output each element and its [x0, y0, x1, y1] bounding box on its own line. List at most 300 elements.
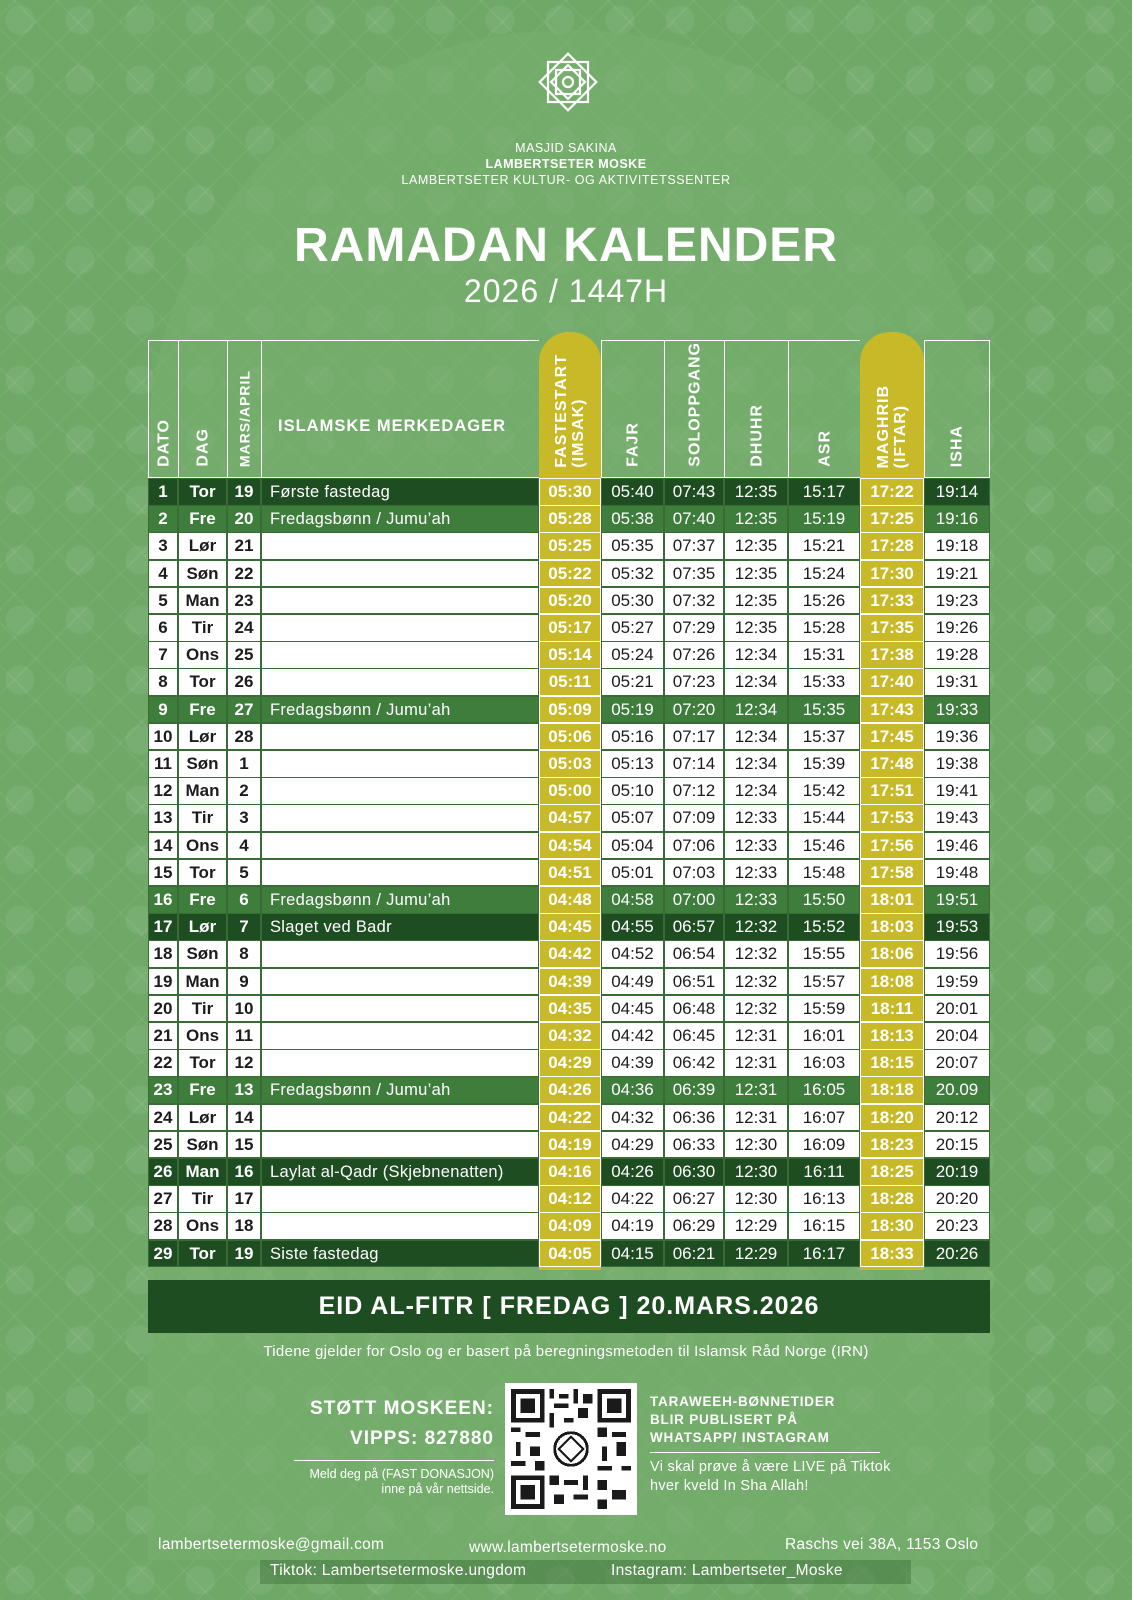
cell-isha: 19:43: [924, 804, 990, 832]
cell-maghrib: 18:08: [860, 968, 924, 996]
cell-soloppgang: 06:57: [664, 913, 724, 941]
cell-dhuhr: 12:31: [724, 1049, 788, 1077]
cell-maghrib: 17:43: [860, 696, 924, 724]
cell-fajr: 05:01: [601, 859, 664, 887]
cell-dag: Tir: [178, 995, 227, 1023]
taraweeh-block: [650, 1393, 910, 1496]
cell-asr: 16:07: [788, 1104, 860, 1132]
cell-dag: Tir: [178, 804, 227, 832]
cell-maghrib: 18:33: [860, 1240, 924, 1268]
header-fastestart: FASTESTART (IMSAK): [553, 354, 587, 468]
cell-soloppgang: 07:12: [664, 777, 724, 805]
cell-imsak: 05:17: [539, 614, 601, 642]
cell-soloppgang: 06:39: [664, 1076, 724, 1104]
cell-soloppgang: 07:00: [664, 886, 724, 914]
cell-fajr: 05:04: [601, 832, 664, 860]
cell-dato-maaned: 19: [227, 478, 261, 506]
org-name-line3: LAMBERTSETER KULTUR- OG AKTIVITETSSENTER: [401, 173, 731, 187]
cell-dag: Man: [178, 1158, 227, 1186]
divider: [294, 1460, 494, 1461]
cell-soloppgang: 07:40: [664, 505, 724, 533]
cell-dag: Søn: [178, 940, 227, 968]
cell-dato-maaned: 4: [227, 832, 261, 860]
cell-merkedag: [261, 532, 539, 560]
table-row: [148, 587, 990, 615]
support-text-1: Meld deg på (FAST DONASJON): [309, 1467, 494, 1481]
cell-dato: 23: [148, 1076, 178, 1104]
cell-imsak: 04:26: [539, 1076, 601, 1104]
cell-maghrib: 18:11: [860, 995, 924, 1023]
cell-asr: 15:42: [788, 777, 860, 805]
cell-merkedag: Fredagsbønn / Jumu’ah: [261, 505, 539, 533]
cell-asr: 15:57: [788, 968, 860, 996]
cell-asr: 16:13: [788, 1185, 860, 1213]
cell-soloppgang: 07:29: [664, 614, 724, 642]
cell-dag: Fre: [178, 696, 227, 724]
table-row: [148, 1049, 990, 1077]
table-row: [148, 832, 990, 860]
table-row: [148, 913, 990, 941]
qr-code-icon[interactable]: [505, 1383, 637, 1515]
cell-soloppgang: 06:45: [664, 1022, 724, 1050]
taraweeh-text-2: hver kveld In Sha Allah!: [650, 1478, 809, 1494]
header-mars-april: MARS/APRIL: [227, 340, 261, 478]
cell-fajr: 05:10: [601, 777, 664, 805]
cell-isha: 20.09: [924, 1076, 990, 1104]
cell-isha: 19:48: [924, 859, 990, 887]
cell-merkedag: Laylat al-Qadr (Skjebnenatten): [261, 1158, 539, 1186]
cell-soloppgang: 06:42: [664, 1049, 724, 1077]
cell-maghrib: 17:22: [860, 478, 924, 506]
taraweeh-line1: TARAWEEH-BØNNETIDER: [650, 1394, 836, 1409]
cell-fajr: 04:42: [601, 1022, 664, 1050]
cell-merkedag: [261, 1212, 539, 1240]
cell-imsak: 05:22: [539, 560, 601, 588]
cell-isha: 20:20: [924, 1185, 990, 1213]
cell-soloppgang: 06:33: [664, 1131, 724, 1159]
cell-dato-maaned: 1: [227, 750, 261, 778]
cell-soloppgang: 06:51: [664, 968, 724, 996]
cell-maghrib: 17:58: [860, 859, 924, 887]
table-row: [148, 886, 990, 914]
cell-fajr: 04:36: [601, 1076, 664, 1104]
table-row: [148, 1131, 990, 1159]
calculation-note: Tidene gjelder for Oslo og er basert på beregningsmetoden til Islamsk Råd Norge (IRN): [263, 1343, 869, 1360]
cell-fajr: 04:45: [601, 995, 664, 1023]
header-merkedager: ISLAMSKE MERKEDAGER: [261, 340, 539, 478]
cell-imsak: 05:06: [539, 723, 601, 751]
cell-maghrib: 17:51: [860, 777, 924, 805]
table-row: [148, 1076, 990, 1104]
cell-soloppgang: 06:27: [664, 1185, 724, 1213]
cell-imsak: 05:09: [539, 696, 601, 724]
footer-tiktok-link[interactable]: Tiktok: Lambertsetermoske.ungdom: [270, 1562, 527, 1579]
cell-dhuhr: 12:35: [724, 478, 788, 506]
cell-dato-maaned: 12: [227, 1049, 261, 1077]
cell-dhuhr: 12:30: [724, 1185, 788, 1213]
cell-merkedag: [261, 1049, 539, 1077]
taraweeh-line3: WHATSAPP/ INSTAGRAM: [650, 1430, 830, 1445]
cell-dhuhr: 12:33: [724, 804, 788, 832]
support-text-2: inne på vår nettside.: [381, 1482, 494, 1496]
cell-dhuhr: 12:31: [724, 1076, 788, 1104]
cell-dato: 18: [148, 940, 178, 968]
cell-fajr: 04:29: [601, 1131, 664, 1159]
footer-address: Raschs vei 38A, 1153 Oslo: [785, 1536, 979, 1553]
cell-merkedag: [261, 995, 539, 1023]
cell-dag: Søn: [178, 750, 227, 778]
cell-imsak: 05:28: [539, 505, 601, 533]
cell-fajr: 05:07: [601, 804, 664, 832]
cell-imsak: 05:00: [539, 777, 601, 805]
cell-fajr: 05:16: [601, 723, 664, 751]
table-row: [148, 532, 990, 560]
cell-isha: 19:18: [924, 532, 990, 560]
cell-isha: 20:01: [924, 995, 990, 1023]
cell-dato-maaned: 22: [227, 560, 261, 588]
cell-isha: 20:19: [924, 1158, 990, 1186]
cell-merkedag: [261, 750, 539, 778]
cell-asr: 16:01: [788, 1022, 860, 1050]
cell-dato: 15: [148, 859, 178, 887]
cell-dato-maaned: 6: [227, 886, 261, 914]
cell-fajr: 04:39: [601, 1049, 664, 1077]
header-isha: ISHA: [924, 340, 990, 478]
cell-asr: 15:24: [788, 560, 860, 588]
cell-dato-maaned: 19: [227, 1240, 261, 1268]
cell-asr: 15:37: [788, 723, 860, 751]
cell-soloppgang: 07:03: [664, 859, 724, 887]
cell-imsak: 05:30: [539, 478, 601, 506]
cell-dato-maaned: 5: [227, 859, 261, 887]
cell-dag: Søn: [178, 560, 227, 588]
support-block: [290, 1398, 494, 1497]
table-row: [148, 804, 990, 832]
cell-asr: 15:35: [788, 696, 860, 724]
cell-asr: 15:52: [788, 913, 860, 941]
cell-dato-maaned: 23: [227, 587, 261, 615]
table-row: [148, 859, 990, 887]
cell-fajr: 05:32: [601, 560, 664, 588]
cell-dag: Tor: [178, 668, 227, 696]
cell-dato: 11: [148, 750, 178, 778]
cell-dato: 29: [148, 1240, 178, 1268]
cell-asr: 15:26: [788, 587, 860, 615]
cell-maghrib: 18:23: [860, 1131, 924, 1159]
cell-asr: 16:17: [788, 1240, 860, 1268]
cell-dag: Ons: [178, 832, 227, 860]
cell-isha: 20:26: [924, 1240, 990, 1268]
cell-dato-maaned: 27: [227, 696, 261, 724]
cell-dato: 16: [148, 886, 178, 914]
cell-dato-maaned: 17: [227, 1185, 261, 1213]
cell-isha: 20:23: [924, 1212, 990, 1240]
cell-asr: 15:28: [788, 614, 860, 642]
cell-imsak: 04:22: [539, 1104, 601, 1132]
cell-dag: Fre: [178, 1076, 227, 1104]
cell-dhuhr: 12:35: [724, 614, 788, 642]
cell-maghrib: 17:48: [860, 750, 924, 778]
cell-fajr: 04:55: [601, 913, 664, 941]
cell-soloppgang: 07:06: [664, 832, 724, 860]
cell-dhuhr: 12:34: [724, 641, 788, 669]
cell-dag: Lør: [178, 913, 227, 941]
cell-asr: 15:59: [788, 995, 860, 1023]
cell-dato: 12: [148, 777, 178, 805]
cell-merkedag: [261, 1185, 539, 1213]
table-row: [148, 641, 990, 669]
footer-email-link[interactable]: lambertsetermoske@gmail.com: [158, 1536, 385, 1553]
cell-dato: 20: [148, 995, 178, 1023]
cell-dag: Tir: [178, 1185, 227, 1213]
cell-merkedag: [261, 1131, 539, 1159]
table-row: [148, 1185, 990, 1213]
cell-imsak: 04:29: [539, 1049, 601, 1077]
cell-dato: 14: [148, 832, 178, 860]
cell-maghrib: 17:40: [860, 668, 924, 696]
cell-dhuhr: 12:31: [724, 1022, 788, 1050]
cell-fajr: 05:30: [601, 587, 664, 615]
cell-dhuhr: 12:32: [724, 913, 788, 941]
cell-dato-maaned: 13: [227, 1076, 261, 1104]
header-dag: DAG: [178, 340, 227, 478]
cell-maghrib: 17:35: [860, 614, 924, 642]
cell-dhuhr: 12:29: [724, 1240, 788, 1268]
cell-imsak: 05:25: [539, 532, 601, 560]
cell-dhuhr: 12:34: [724, 723, 788, 751]
cell-fajr: 04:32: [601, 1104, 664, 1132]
header-dato: DATO: [148, 340, 178, 478]
cell-maghrib: 17:53: [860, 804, 924, 832]
cell-dag: Lør: [178, 723, 227, 751]
cell-asr: 16:09: [788, 1131, 860, 1159]
cell-dag: Tir: [178, 614, 227, 642]
table-row: [148, 723, 990, 751]
cell-fajr: 05:27: [601, 614, 664, 642]
cell-merkedag: Første fastedag: [261, 478, 539, 506]
cell-dato: 2: [148, 505, 178, 533]
cell-merkedag: Fredagsbønn / Jumu’ah: [261, 886, 539, 914]
cell-dato: 21: [148, 1022, 178, 1050]
cell-dag: Ons: [178, 1022, 227, 1050]
cell-asr: 15:21: [788, 532, 860, 560]
cell-isha: 19:14: [924, 478, 990, 506]
cell-asr: 15:33: [788, 668, 860, 696]
cell-dato: 26: [148, 1158, 178, 1186]
cell-soloppgang: 07:26: [664, 641, 724, 669]
cell-isha: 19:51: [924, 886, 990, 914]
cell-merkedag: [261, 940, 539, 968]
cell-fajr: 04:26: [601, 1158, 664, 1186]
cell-dag: Tor: [178, 1240, 227, 1268]
table-row: [148, 505, 990, 533]
cell-dhuhr: 12:32: [724, 995, 788, 1023]
table-row: [148, 1104, 990, 1132]
cell-imsak: 04:16: [539, 1158, 601, 1186]
cell-dag: Lør: [178, 1104, 227, 1132]
cell-soloppgang: 07:20: [664, 696, 724, 724]
cell-asr: 15:39: [788, 750, 860, 778]
cell-soloppgang: 06:54: [664, 940, 724, 968]
cell-dato-maaned: 28: [227, 723, 261, 751]
cell-maghrib: 18:28: [860, 1185, 924, 1213]
cell-imsak: 05:11: [539, 668, 601, 696]
cell-isha: 19:33: [924, 696, 990, 724]
cell-dato: 9: [148, 696, 178, 724]
cell-isha: 19:53: [924, 913, 990, 941]
cell-merkedag: [261, 777, 539, 805]
cell-dag: Man: [178, 777, 227, 805]
cell-dato-maaned: 8: [227, 940, 261, 968]
cell-dhuhr: 12:35: [724, 560, 788, 588]
cell-fajr: 05:13: [601, 750, 664, 778]
table-row: [148, 1212, 990, 1240]
cell-maghrib: 17:38: [860, 641, 924, 669]
cell-dato-maaned: 2: [227, 777, 261, 805]
cell-dato: 27: [148, 1185, 178, 1213]
cell-maghrib: 17:56: [860, 832, 924, 860]
cell-isha: 19:41: [924, 777, 990, 805]
table-row: [148, 968, 990, 996]
cell-maghrib: 17:45: [860, 723, 924, 751]
cell-dag: Lør: [178, 532, 227, 560]
cell-fajr: 04:15: [601, 1240, 664, 1268]
cell-fajr: 05:19: [601, 696, 664, 724]
cell-isha: 19:23: [924, 587, 990, 615]
cell-dato: 17: [148, 913, 178, 941]
cell-dag: Tor: [178, 859, 227, 887]
cell-imsak: 04:12: [539, 1185, 601, 1213]
cell-merkedag: [261, 859, 539, 887]
header-dhuhr: DHUHR: [724, 340, 788, 478]
cell-fajr: 05:40: [601, 478, 664, 506]
cell-dhuhr: 12:33: [724, 859, 788, 887]
cell-dato-maaned: 3: [227, 804, 261, 832]
support-title: STØTT MOSKEEN:: [310, 1398, 494, 1419]
cell-merkedag: Slaget ved Badr: [261, 913, 539, 941]
cell-fajr: 04:19: [601, 1212, 664, 1240]
cell-isha: 19:46: [924, 832, 990, 860]
cell-dato-maaned: 24: [227, 614, 261, 642]
cell-imsak: 04:05: [539, 1240, 601, 1268]
cell-imsak: 04:32: [539, 1022, 601, 1050]
cell-asr: 15:17: [788, 478, 860, 506]
cell-asr: 15:44: [788, 804, 860, 832]
cell-dato-maaned: 9: [227, 968, 261, 996]
cell-dato: 6: [148, 614, 178, 642]
cell-merkedag: [261, 723, 539, 751]
cell-isha: 20:07: [924, 1049, 990, 1077]
cell-maghrib: 17:33: [860, 587, 924, 615]
table-row: [148, 777, 990, 805]
cell-isha: 19:26: [924, 614, 990, 642]
footer-instagram-link[interactable]: Instagram: Lambertseter_Moske: [611, 1562, 843, 1579]
cell-isha: 19:59: [924, 968, 990, 996]
cell-fajr: 05:24: [601, 641, 664, 669]
org-name-line1: MASJID SAKINA: [515, 141, 617, 155]
cell-soloppgang: 06:29: [664, 1212, 724, 1240]
cell-dag: Man: [178, 968, 227, 996]
cell-dato-maaned: 18: [227, 1212, 261, 1240]
header-soloppgang: SOLOPPGANG: [664, 340, 724, 478]
cell-fajr: 05:21: [601, 668, 664, 696]
table-row: [148, 614, 990, 642]
cell-asr: 16:03: [788, 1049, 860, 1077]
table-row: [148, 1022, 990, 1050]
cell-dato-maaned: 25: [227, 641, 261, 669]
cell-maghrib: 17:28: [860, 532, 924, 560]
cell-dhuhr: 12:32: [724, 940, 788, 968]
cell-dato-maaned: 14: [227, 1104, 261, 1132]
cell-merkedag: [261, 560, 539, 588]
cell-soloppgang: 07:37: [664, 532, 724, 560]
cell-dato-maaned: 10: [227, 995, 261, 1023]
cell-dato: 25: [148, 1131, 178, 1159]
cell-isha: 20:12: [924, 1104, 990, 1132]
cell-maghrib: 18:15: [860, 1049, 924, 1077]
page-subtitle-year: 2026 / 1447H: [463, 273, 669, 309]
cell-dhuhr: 12:34: [724, 750, 788, 778]
cell-dato-maaned: 21: [227, 532, 261, 560]
cell-imsak: 04:54: [539, 832, 601, 860]
cell-dato-maaned: 26: [227, 668, 261, 696]
cell-merkedag: [261, 668, 539, 696]
cell-soloppgang: 07:09: [664, 804, 724, 832]
cell-dhuhr: 12:33: [724, 886, 788, 914]
cell-imsak: 05:03: [539, 750, 601, 778]
cell-dhuhr: 12:35: [724, 505, 788, 533]
eid-banner: EID AL-FITR [ FREDAG ] 20.MARS.2026: [148, 1280, 990, 1333]
cell-dato: 3: [148, 532, 178, 560]
cell-merkedag: Siste fastedag: [261, 1240, 539, 1268]
cell-isha: 19:38: [924, 750, 990, 778]
table-row: [148, 560, 990, 588]
cell-asr: 15:19: [788, 505, 860, 533]
cell-merkedag: [261, 968, 539, 996]
cell-merkedag: Fredagsbønn / Jumu’ah: [261, 696, 539, 724]
table-row: [148, 940, 990, 968]
cell-maghrib: 17:25: [860, 505, 924, 533]
footer-website-link[interactable]: www.lambertsetermoske.no: [469, 1539, 667, 1556]
cell-merkedag: [261, 1104, 539, 1132]
cell-soloppgang: 06:48: [664, 995, 724, 1023]
cell-soloppgang: 07:43: [664, 478, 724, 506]
cell-soloppgang: 07:35: [664, 560, 724, 588]
cell-isha: 19:28: [924, 641, 990, 669]
cell-dhuhr: 12:34: [724, 696, 788, 724]
table-row: [148, 1158, 990, 1186]
cell-dato: 5: [148, 587, 178, 615]
cell-imsak: 04:57: [539, 804, 601, 832]
cell-dato: 22: [148, 1049, 178, 1077]
cell-asr: 15:31: [788, 641, 860, 669]
cell-isha: 20:04: [924, 1022, 990, 1050]
cell-dhuhr: 12:35: [724, 587, 788, 615]
cell-maghrib: 18:30: [860, 1212, 924, 1240]
divider: [650, 1452, 880, 1453]
cell-dato: 19: [148, 968, 178, 996]
org-name-line2: LAMBERTSETER MOSKE: [485, 157, 647, 171]
cell-dato: 13: [148, 804, 178, 832]
cell-maghrib: 18:18: [860, 1076, 924, 1104]
cell-dato-maaned: 15: [227, 1131, 261, 1159]
cell-dag: Tor: [178, 478, 227, 506]
cell-fajr: 04:22: [601, 1185, 664, 1213]
cell-soloppgang: 07:23: [664, 668, 724, 696]
cell-maghrib: 18:20: [860, 1104, 924, 1132]
cell-isha: 19:21: [924, 560, 990, 588]
cell-dag: Man: [178, 587, 227, 615]
